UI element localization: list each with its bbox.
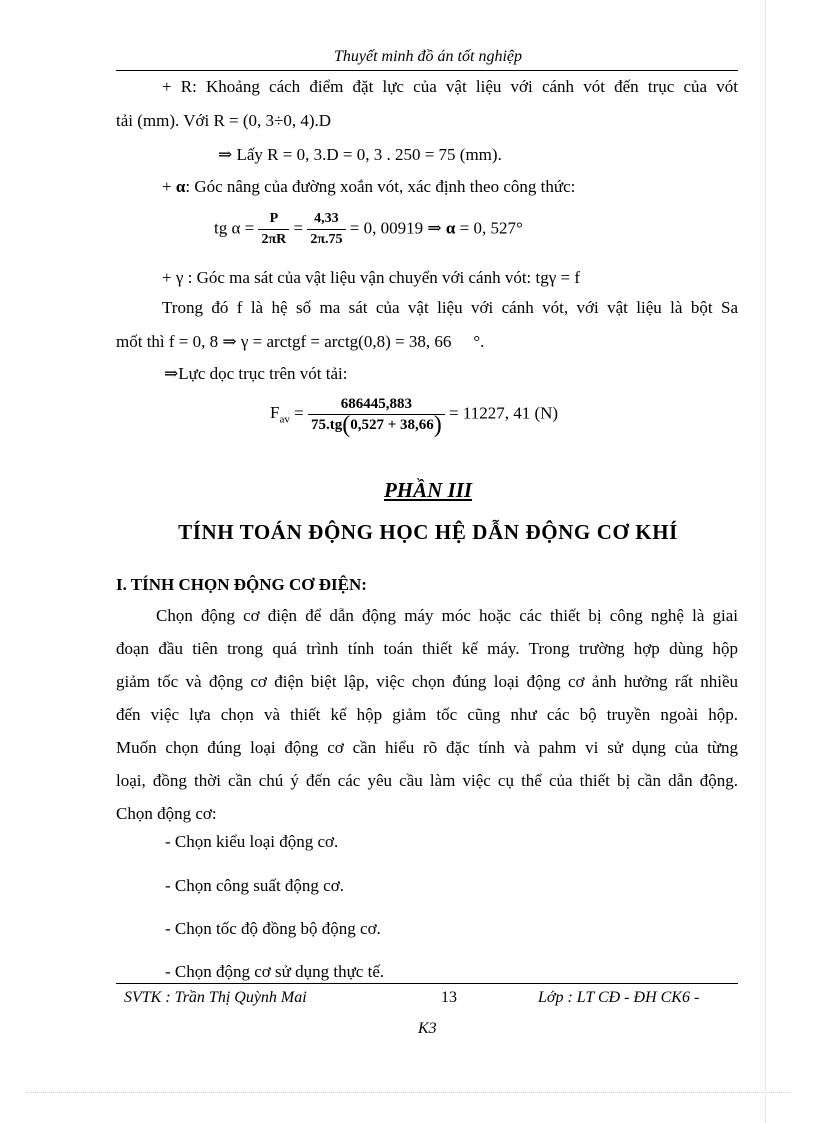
fav-lhs: $F_{av}$ [270, 403, 290, 426]
header-rule [116, 70, 738, 71]
r-definition-line2: tải (mm). Với R = (0, 3÷0, 4).D [116, 111, 332, 130]
chapter-title: TÍNH TOÁN ĐỘNG HỌC HỆ DẪN ĐỘNG CƠ KHÍ [178, 520, 678, 544]
footer-class: Lớp : LT CĐ - ĐH CK6 - [538, 989, 700, 1006]
section-heading: I. TÍNH CHỌN ĐỘNG CƠ ĐIỆN: [116, 575, 367, 594]
fav-fraction [308, 394, 445, 438]
page-right-guide [765, 0, 766, 1123]
paragraph-line: Muốn chọn đúng loại động cơ cần hiểu rõ đặc tính và pahm vi sử dụng của từng [116, 738, 738, 757]
page-bottom-guide [26, 1092, 790, 1093]
friction-line2-text: mốt thì f = 0, 8 ⇒ γ = arctgf = arctg(0,8) = 38, 66 [116, 332, 452, 351]
page-header: Thuyết minh đồ án tốt nghiệp [334, 48, 522, 65]
paragraph-line: Chọn động cơ: [116, 804, 217, 823]
paragraph-line: đến việc lựa chọn và thiết kế hộp giảm tốc cũng như các bộ truyền ngoài hộp. [116, 705, 738, 724]
tg-alpha: α [445, 218, 456, 238]
r-definition-line1: + R: Khoảng cách điểm đặt lực của vật liệu với cánh vót đến trục của vót [162, 77, 738, 96]
tg-lhs: tg α = [214, 218, 255, 238]
fav-result: = 11227, 41 (N) [449, 403, 559, 423]
gamma-definition: + γ : Góc ma sát của vật liệu vận chuyển với cánh vót: tgγ = f [162, 268, 581, 287]
friction-line1: Trong đó f là hệ số ma sát của vật liệu với cánh vót, với vật liệu là bột Sa [162, 298, 738, 317]
alpha-definition [162, 177, 575, 197]
alpha-prefix: + [162, 177, 172, 196]
fav-numerator: 686445,883 [308, 394, 445, 415]
footer-class-continued: K3 [418, 1020, 437, 1037]
frac2-numerator: 4,33 [307, 209, 345, 230]
fav-formula [270, 394, 559, 438]
frac1-denominator: 2πR [261, 232, 287, 247]
part-title: PHẦN III [383, 478, 473, 502]
fraction-433-2pi75 [307, 209, 345, 250]
footer-rule [116, 983, 738, 984]
r-take-value: ⇒ Lấy R = 0, 3.D = 0, 3 . 250 = 75 (mm). [218, 145, 502, 164]
fraction-p-2piR [258, 209, 289, 250]
axial-force-label: ⇒Lực dọc trục trên vót tải: [164, 364, 348, 383]
paragraph-line: loại, đồng thời cần chú ý đến các yêu cầu làm việc cụ thể của thiết bị cần dẫn động. [116, 771, 738, 790]
fav-denominator: 75.tg(0,527 + 38,66) [310, 412, 442, 438]
alpha-def-text: : Góc nâng của đường xoắn vót, xác định theo công thức: [185, 177, 576, 196]
paragraph-line: đoạn đầu tiên trong quá trình tính toán thiết kế máy. Trong trường hợp dùng hộp [116, 639, 738, 658]
alpha-symbol: α [175, 177, 186, 196]
bullet-item: - Chọn công suất động cơ. [165, 876, 344, 895]
bullet-item: - Chọn kiểu loại động cơ. [165, 832, 339, 851]
frac1-numerator: P [258, 209, 289, 230]
tg-result: = 0, 527° [459, 218, 523, 238]
paragraph-line: Chọn động cơ điện để dẫn động máy móc hoặc các thiết bị công nghệ là giai [156, 606, 738, 625]
friction-degree: °. [473, 332, 485, 351]
tg-rhs: = 0, 00919 ⇒ [349, 218, 442, 238]
bullet-item: - Chọn tốc độ đồng bộ động cơ. [165, 919, 381, 938]
tg-alpha-formula [214, 209, 523, 250]
bullet-item: - Chọn động cơ sử dụng thực tế. [165, 962, 385, 981]
tg-eq: = [293, 218, 304, 238]
footer-author: SVTK : Trần Thị Quỳnh Mai [124, 989, 307, 1006]
friction-line2 [116, 332, 484, 352]
footer-page-number: 13 [441, 989, 457, 1006]
paragraph-line: giảm tốc và động cơ điện biệt lập, việc chọn đúng loại động cơ ảnh hưởng rất nhiều [116, 672, 738, 691]
frac2-denominator: 2π.75 [310, 232, 343, 247]
fav-eq: = [294, 403, 304, 423]
